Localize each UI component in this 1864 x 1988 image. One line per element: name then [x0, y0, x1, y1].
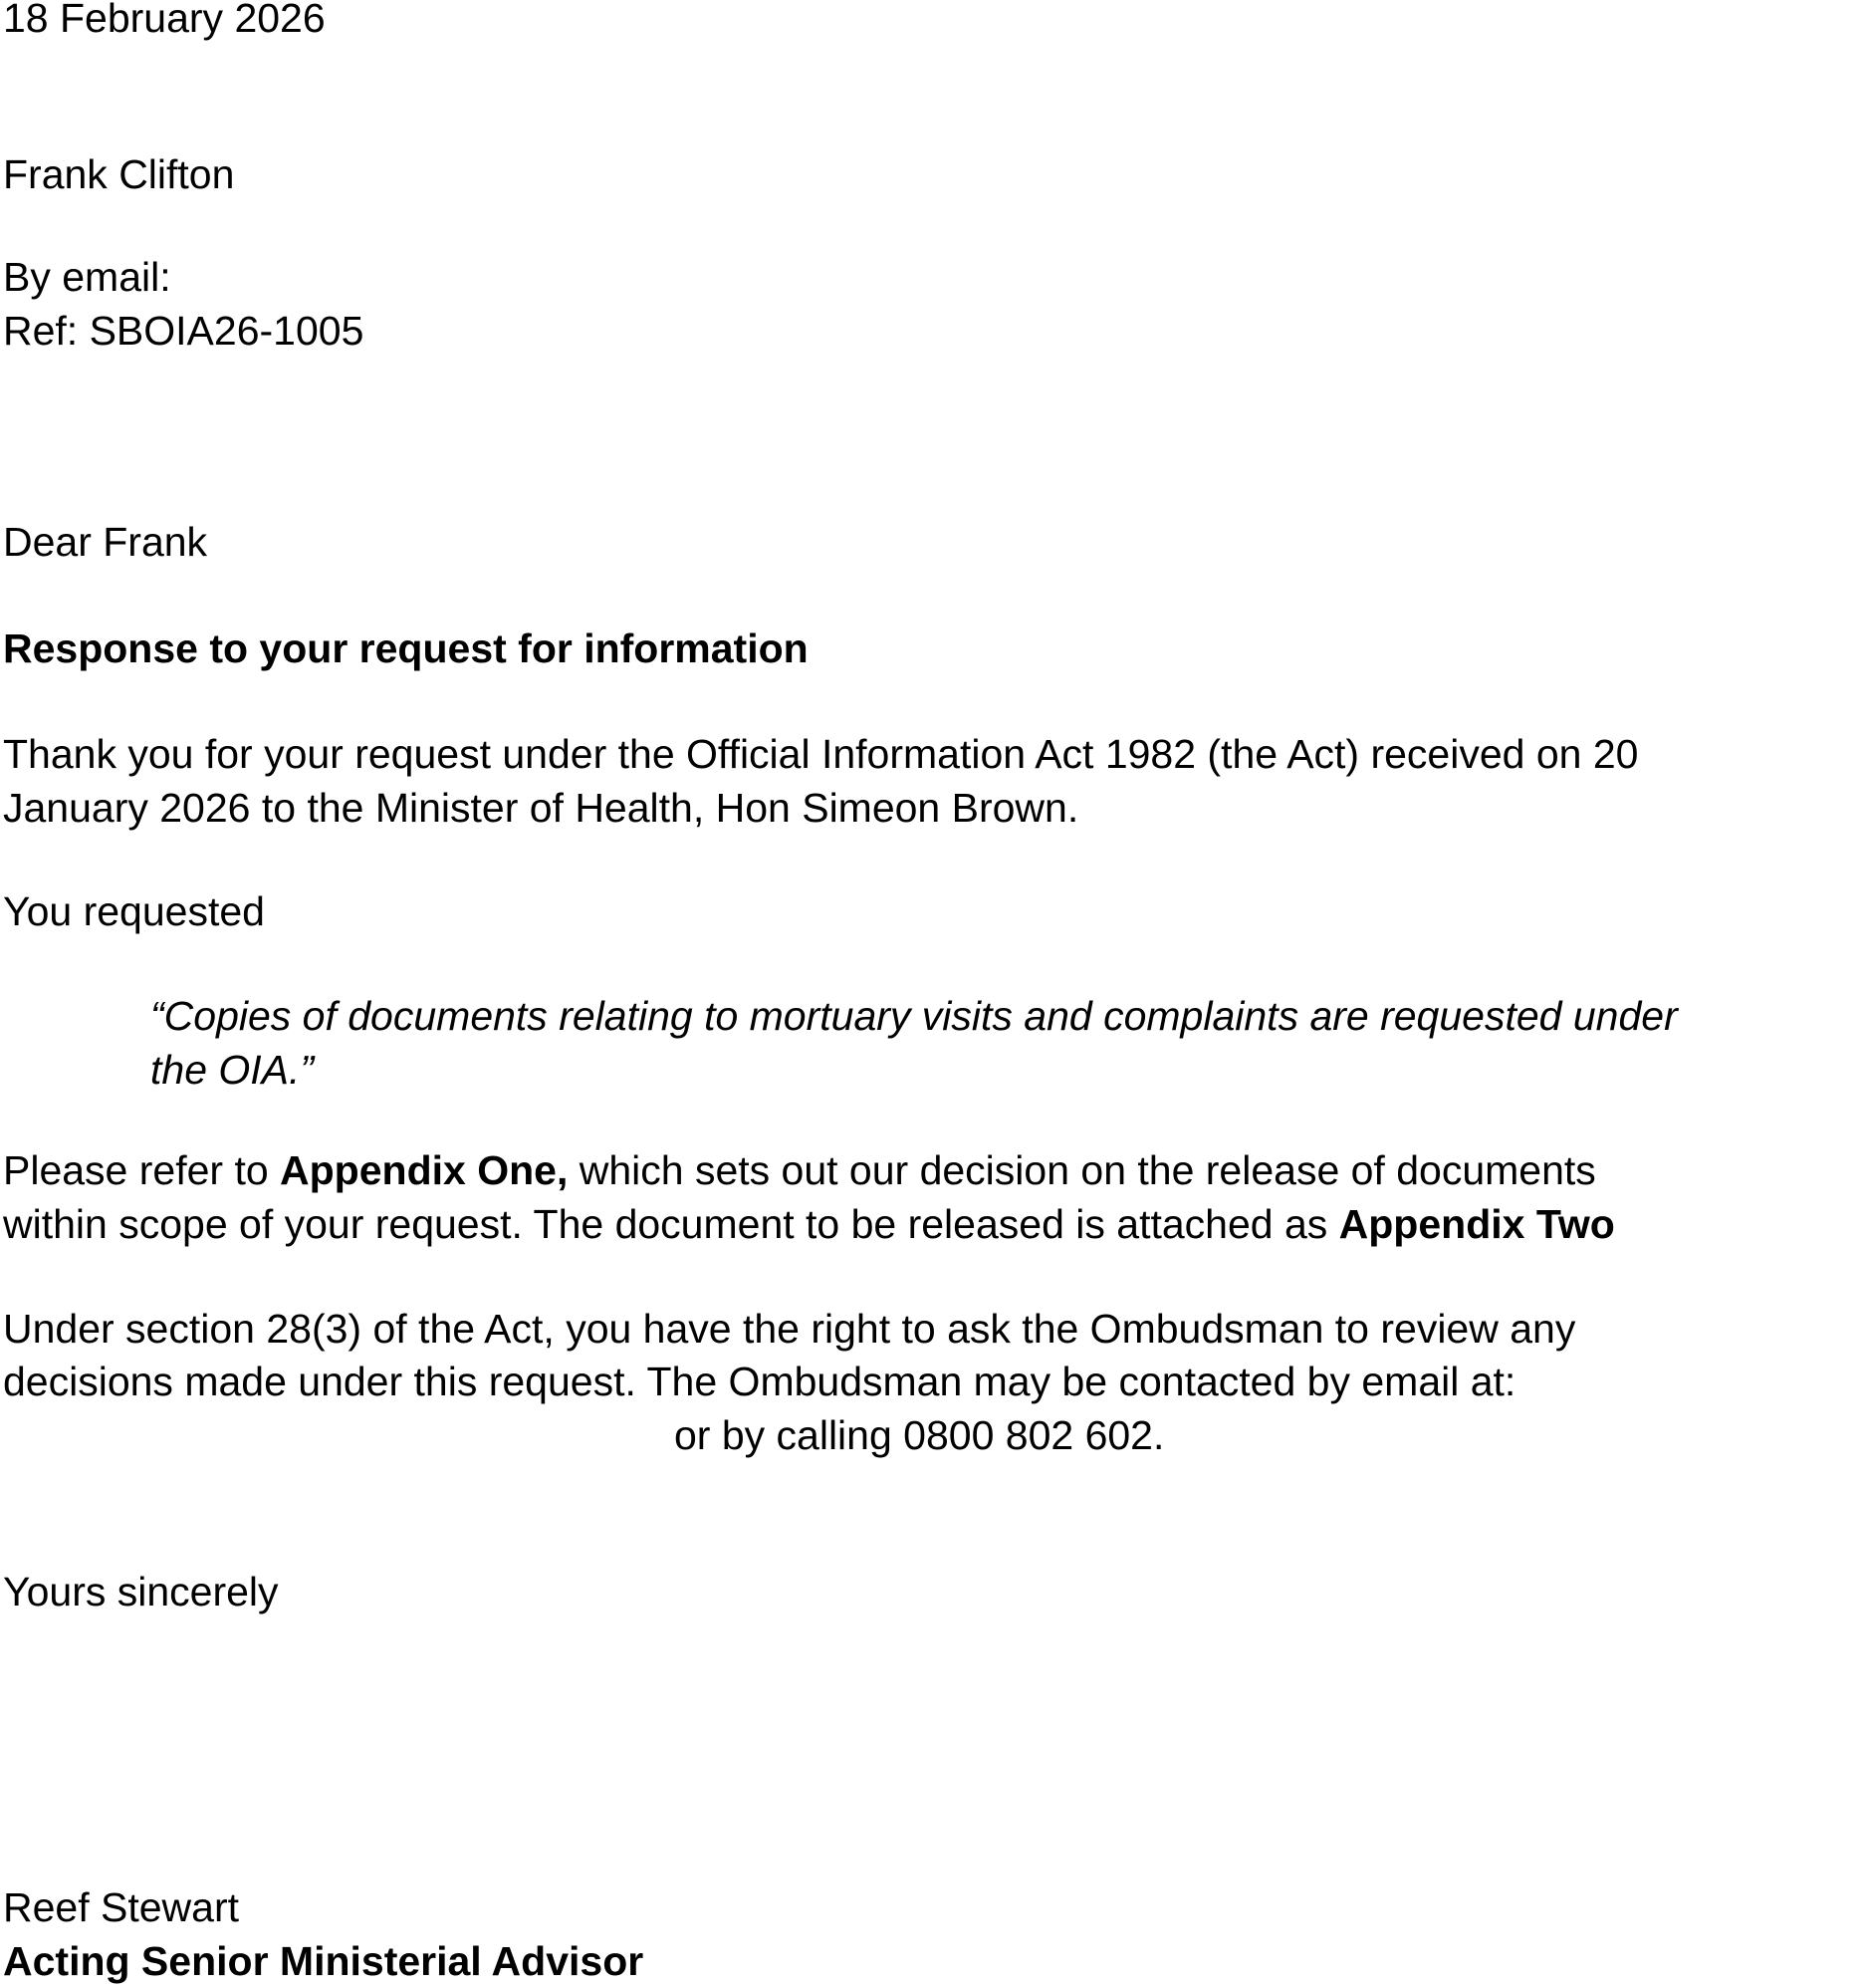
appendix-one-label: Appendix One,	[280, 1147, 569, 1193]
reference-number: Ref: SBOIA26-1005	[3, 308, 364, 354]
appendix-line-2-text: within scope of your request. The document to be released is attached as	[3, 1201, 1339, 1247]
signatory-name: Reef Stewart	[3, 1884, 239, 1930]
recipient-by-email: By email:	[3, 254, 171, 300]
you-requested-label: You requested	[3, 888, 265, 934]
request-quote-line-1: “Copies of documents relating to mortuary visits and complaints are requested under	[150, 993, 1678, 1039]
ombudsman-line-3: or by calling 0800 802 602.	[674, 1412, 1165, 1458]
letter-subject: Response to your request for information	[3, 625, 809, 671]
request-quote-line-2: the OIA.”	[150, 1047, 315, 1093]
letter-date: 18 February 2026	[3, 0, 326, 41]
salutation: Dear Frank	[3, 519, 208, 565]
ombudsman-line-2: decisions made under this request. The Ombudsman may be contacted by email at:	[3, 1359, 1516, 1404]
appendix-line-1	[3, 1143, 1596, 1197]
intro-line-1: Thank you for your request under the Official Information Act 1982 (the Act) received on 20	[3, 731, 1639, 777]
intro-line-2: January 2026 to the Minister of Health, Hon Simeon Brown.	[3, 785, 1079, 831]
appendix-mid-text: which sets out our decision on the release of documents	[568, 1147, 1596, 1193]
appendix-line-2	[3, 1197, 1615, 1251]
appendix-pre-text: Please refer to	[3, 1147, 281, 1193]
recipient-name: Frank Clifton	[3, 151, 235, 197]
ombudsman-line-1: Under section 28(3) of the Act, you have the right to ask the Ombudsman to review any	[3, 1306, 1576, 1352]
appendix-two-label: Appendix Two	[1338, 1201, 1615, 1247]
closing: Yours sincerely	[3, 1569, 279, 1615]
signatory-title: Acting Senior Ministerial Advisor	[3, 1938, 644, 1984]
